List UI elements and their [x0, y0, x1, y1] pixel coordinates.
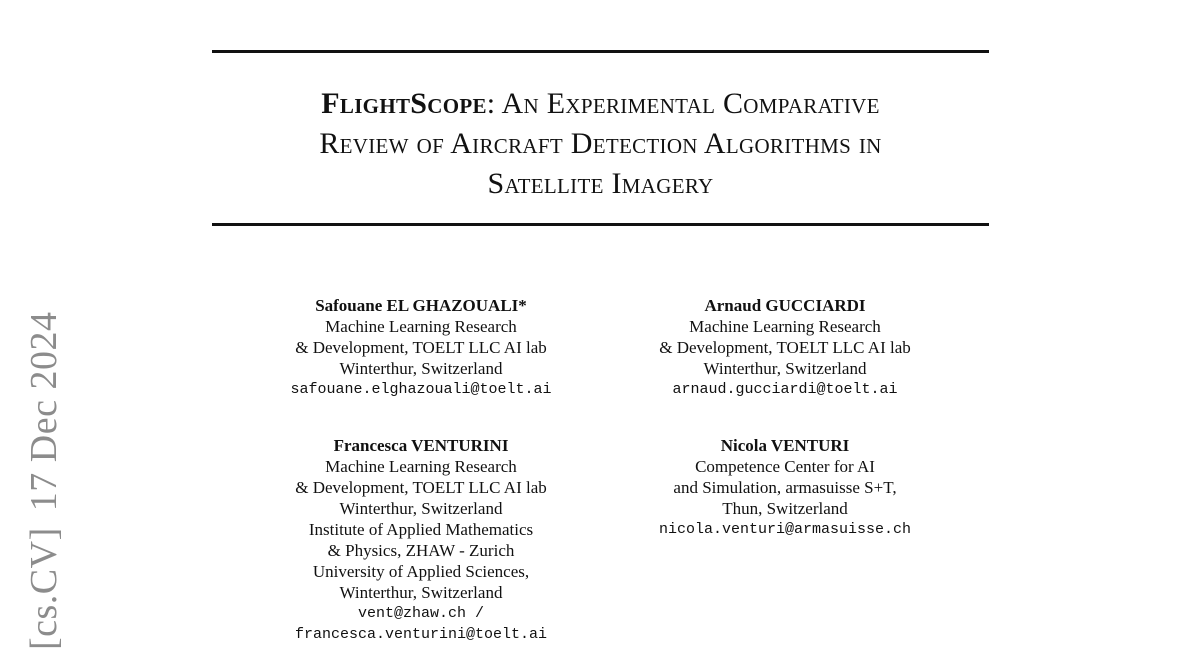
author-block: [610, 435, 960, 540]
title-line-2: Review of Aircraft Detection Algorithms in: [319, 127, 882, 160]
author-email: safouane.elghazouali@toelt.ai: [290, 381, 552, 398]
author-affiliation-line: & Physics, ZHAW - Zurich: [327, 541, 515, 560]
author-affiliation-line: Winterthur, Switzerland: [703, 359, 867, 378]
arxiv-category: [cs.CV]: [23, 527, 65, 650]
author-affiliation-line: and Simulation, armasuisse S+T,: [673, 478, 897, 497]
author-email: francesca.venturini@toelt.ai: [294, 626, 548, 643]
author-affiliation-line: University of Applied Sciences,: [312, 562, 530, 581]
author-affiliation-line: Machine Learning Research: [325, 317, 517, 336]
author-affiliation-line: Winterthur, Switzerland: [339, 359, 503, 378]
paper-title: [212, 84, 989, 204]
author-affiliation-line: Competence Center for AI: [695, 457, 875, 476]
author-name: Safouane EL GHAZOUALI*: [315, 296, 527, 315]
author-affiliation-line: Winterthur, Switzerland: [339, 583, 503, 602]
author-affiliation-line: Institute of Applied Mathematics: [308, 520, 534, 539]
arxiv-stamp: [22, 312, 66, 650]
author-block: [246, 435, 596, 645]
author-name: Arnaud GUCCIARDI: [704, 296, 866, 315]
author-email: arnaud.gucciardi@toelt.ai: [672, 381, 898, 398]
author-block: [246, 295, 596, 400]
author-affiliation-line: & Development, TOELT LLC AI lab: [295, 478, 547, 497]
title-line-3: Satellite Imagery: [487, 167, 714, 200]
title-bottom-rule: [212, 223, 989, 226]
author-affiliation-line: Machine Learning Research: [325, 457, 517, 476]
author-affiliation-line: Winterthur, Switzerland: [339, 499, 503, 518]
author-email: vent@zhaw.ch /: [357, 605, 485, 622]
author-name: Nicola VENTURI: [720, 436, 850, 455]
author-affiliation-line: Machine Learning Research: [689, 317, 881, 336]
title-line-1: [212, 84, 989, 124]
title-lead: FlightScope: [321, 87, 487, 120]
author-affiliation-line: & Development, TOELT LLC AI lab: [659, 338, 911, 357]
author-name: Francesca VENTURINI: [333, 436, 509, 455]
author-email: nicola.venturi@armasuisse.ch: [658, 521, 912, 538]
title-top-rule: [212, 50, 989, 53]
title-line-1-rest: : An Experimental Comparative: [486, 87, 880, 120]
author-affiliation-line: Thun, Switzerland: [722, 499, 848, 518]
author-block: [610, 295, 960, 400]
arxiv-date: 17 Dec 2024: [23, 311, 65, 512]
author-affiliation-line: & Development, TOELT LLC AI lab: [295, 338, 547, 357]
